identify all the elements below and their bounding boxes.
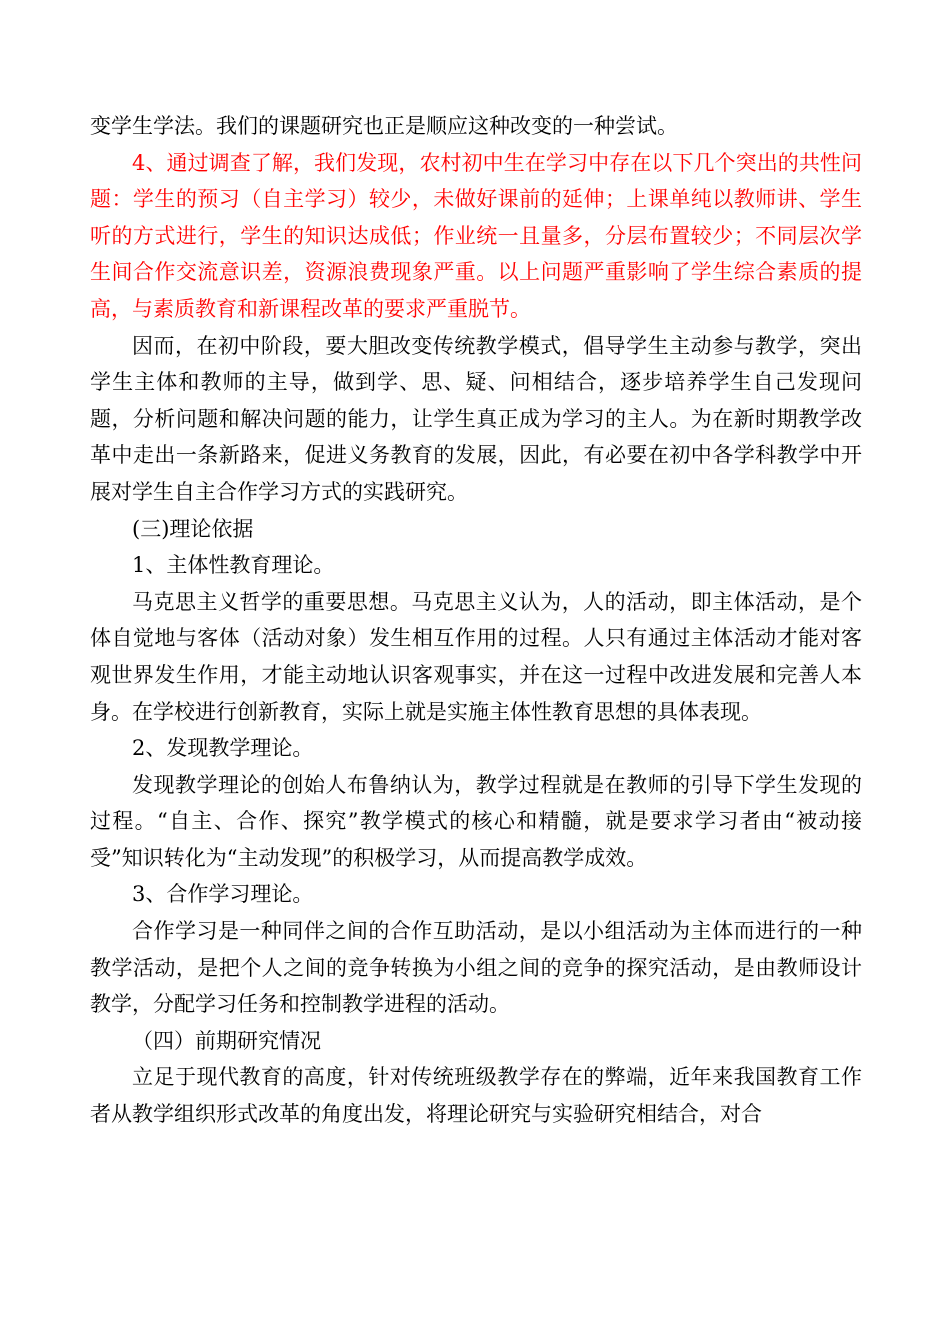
paragraph-marxism: 马克思主义哲学的重要思想。马克思主义认为，人的活动，即主体活动，是个体自觉地与客体（活动对象）发生相互作用的过程。人只有通过主体活动才能对客观世界发生作用，才能主动地认识客观事实，并在这一过程中改进发展和完善人本身。在学校进行创新教育，实际上就是实施主体性教育思想的具体表现。 (90, 589, 862, 724)
section-heading-prior-research: （四）前期研究情况 (132, 1028, 321, 1053)
subheading-discovery-teaching-theory: 2、发现教学理论。 (132, 736, 314, 761)
paragraph-therefore: 因而，在初中阶段，要大胆改变传统教学模式，倡导学生主动参与教学，突出学生主体和教师的主导，做到学、思、疑、问相结合，逐步培养学生自己发现问题，分析问题和解决问题的能力，让学生真正成为学习的主人。为在新时期教学改革中走出一条新路来，促进义务教育的发展，因此，有必要在初中各学科教学中开展对学生自主合作学习方式的实践研究。 (90, 333, 862, 504)
paragraph-cooperative-learning: 合作学习是一种同伴之间的合作互助活动，是以小组活动为主体而进行的一种教学活动，是把个人之间的竞争转换为小组之间的竞争的探究活动，是由教师设计教学，分配学习任务和控制教学进程的活动。 (90, 919, 862, 1017)
document-page (90, 108, 862, 1133)
subheading-subject-education-theory: 1、主体性教育理论。 (132, 553, 335, 578)
paragraph-survey-findings: 4、通过调查了解，我们发现，农村初中生在学习中存在以下几个突出的共性问题：学生的预习（自主学习）较少，未做好课前的延伸；上课单纯以教师讲、学生听的方式进行，学生的知识达成低；作业统一且量多，分层布置较少；不同层次学生间合作交流意识差，资源浪费现象严重。以上问题严重影响了学生综合素质的提高，与素质教育和新课程改革的要求严重脱节。 (90, 150, 862, 321)
subheading-cooperative-learning-theory: 3、合作学习理论。 (132, 882, 314, 907)
paragraph-prior-research: 立足于现代教育的高度，针对传统班级教学存在的弊端，近年来我国教育工作者从教学组织形式改革的角度出发，将理论研究与实验研究相结合，对合 (90, 1065, 862, 1127)
paragraph-continuation: 变学生学法。我们的课题研究也正是顺应这种改变的一种尝试。 (90, 114, 678, 138)
paragraph-bruner: 发现教学理论的创始人布鲁纳认为，教学过程就是在教师的引导下学生发现的过程。“自主、合作、探究”教学模式的核心和精髓，就是要求学习者由“被动接受”知识转化为“主动发现”的积极学习，从而提高教学成效。 (90, 772, 862, 870)
section-heading-theory-basis: (三)理论依据 (132, 516, 254, 541)
